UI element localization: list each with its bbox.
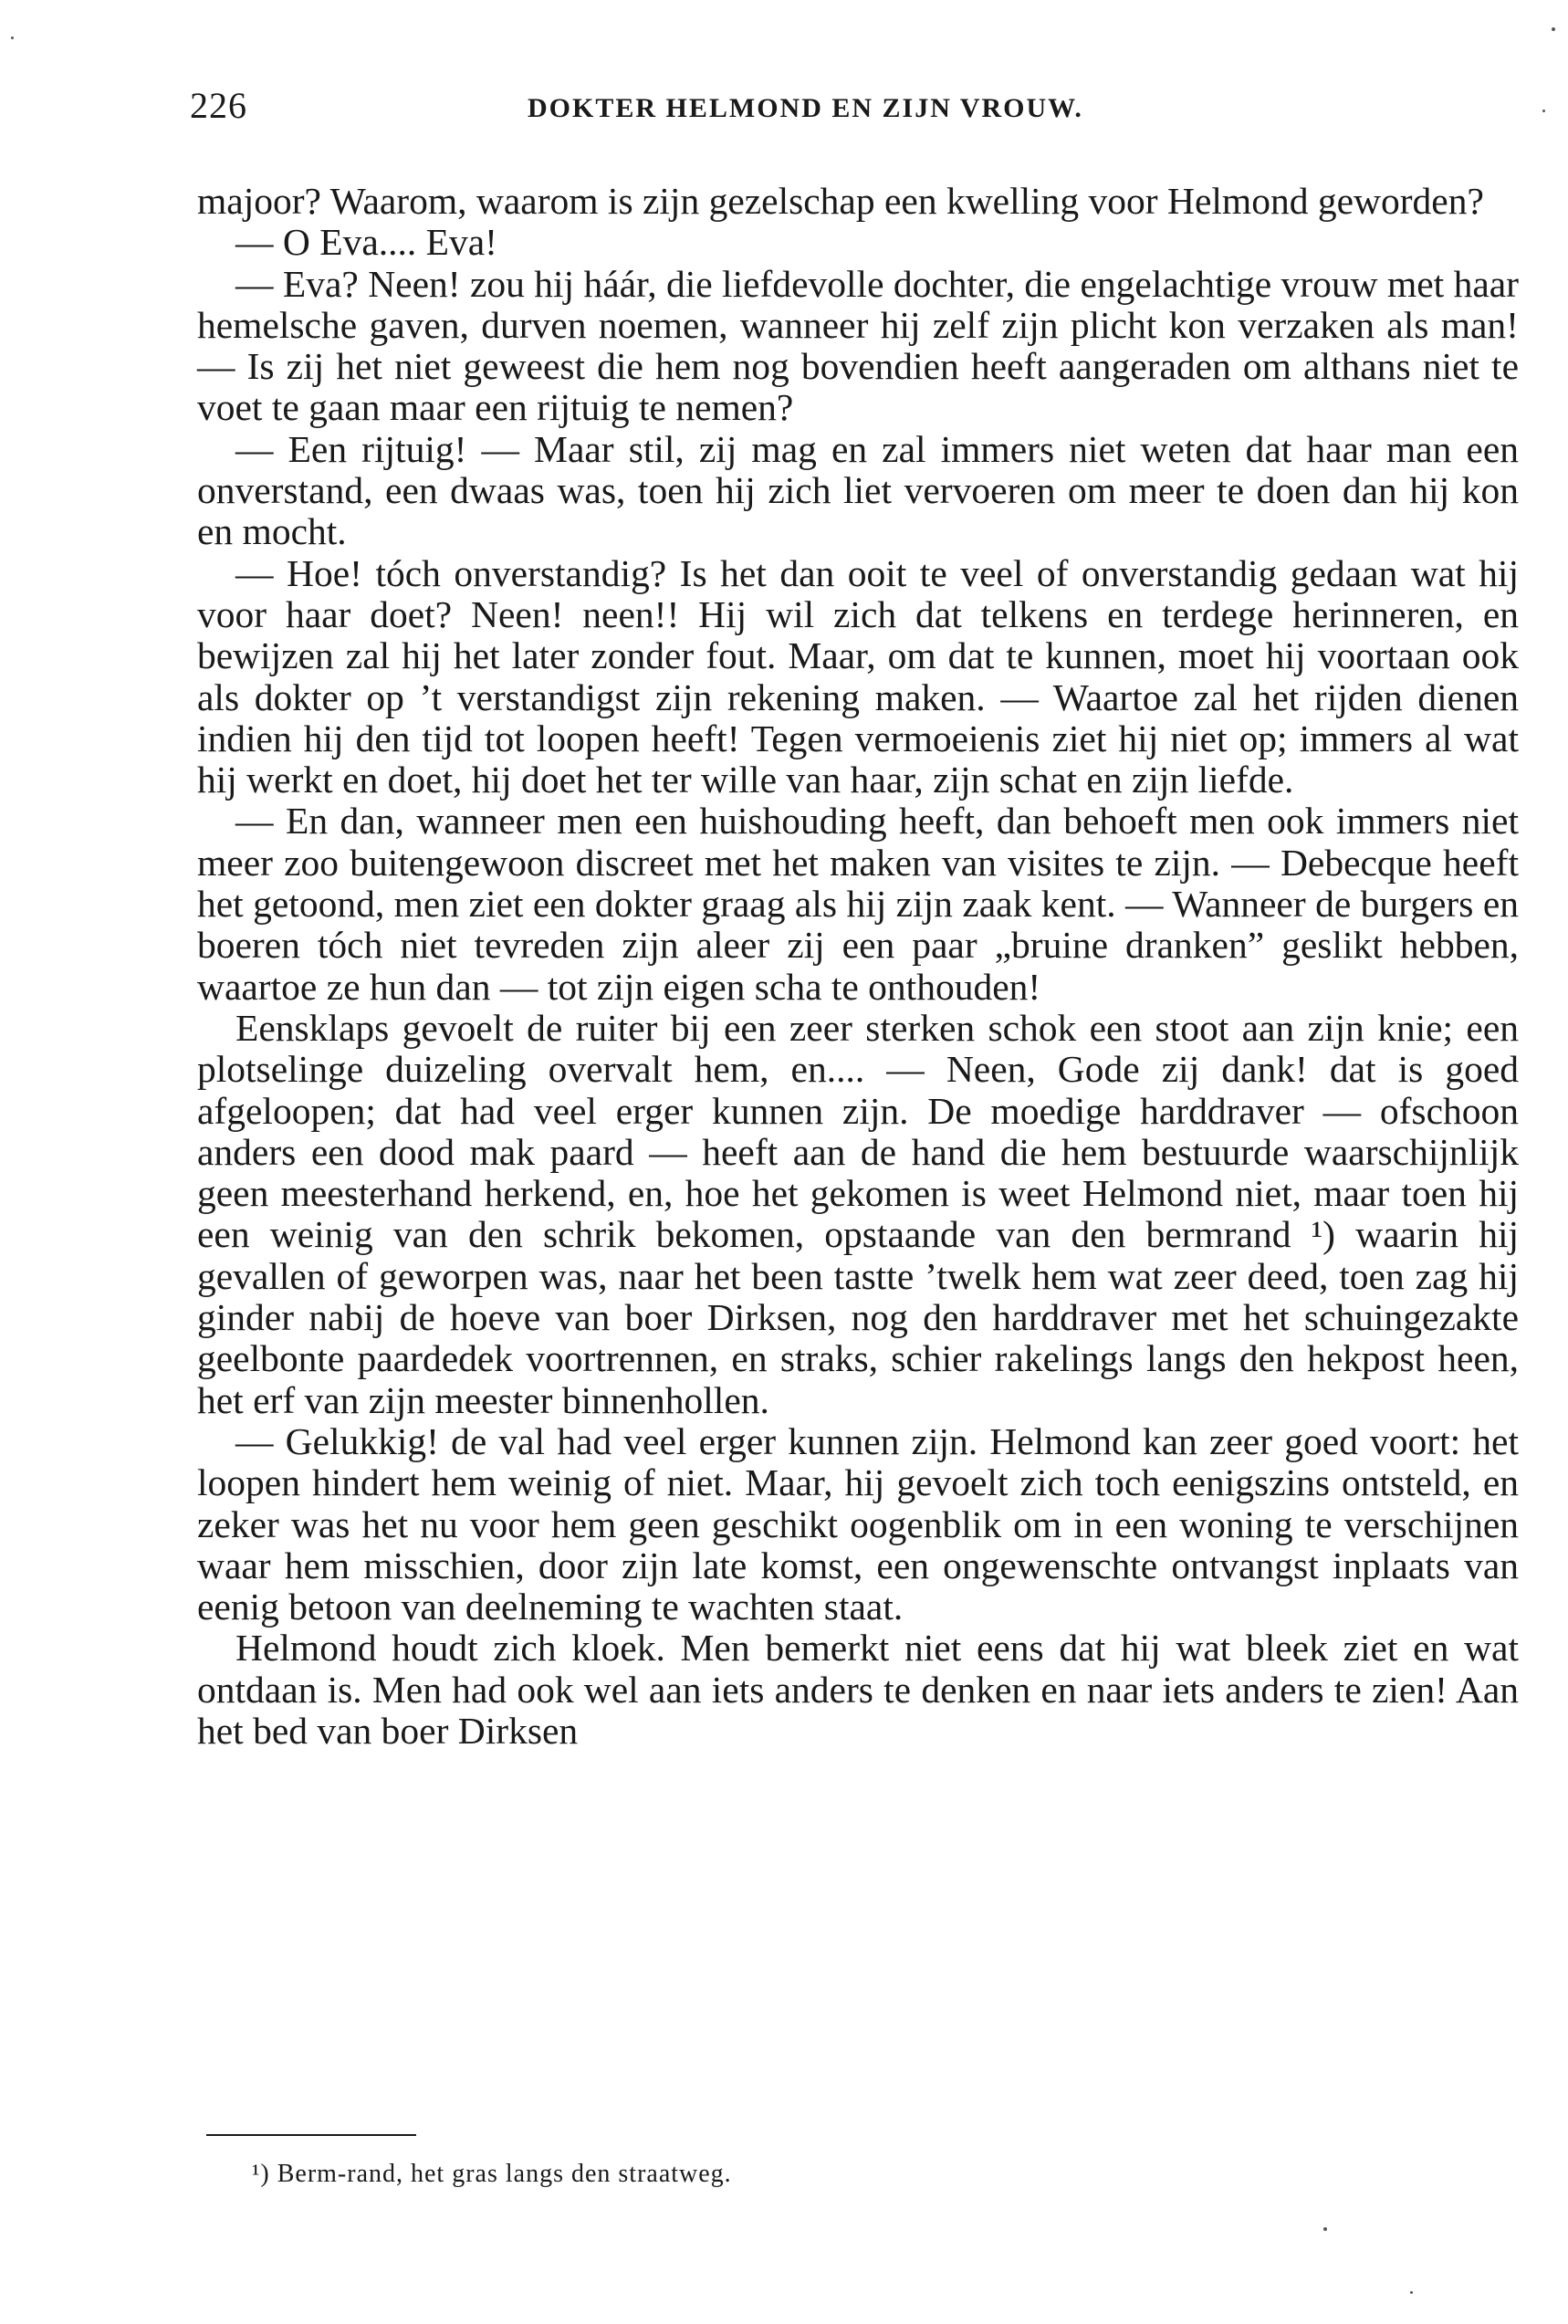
paragraph: Helmond houdt zich kloek. Men bemerkt niet eens dat hij wat bleek ziet en wat ontdaan is. Men had ook wel aan iets anders te denken en naar iets anders te zien! Aan het bed van boer Dirksen [197,1627,1519,1752]
scan-speck [1323,2227,1327,2231]
paragraph: — O Eva.... Eva! [235,221,497,264]
scan-speck [1410,2291,1413,2294]
page-number: 226 [190,85,247,126]
scan-speck [11,37,14,39]
paragraph: majoor? Waarom, waarom is zijn gezelschap een kwelling voor Helmond geworden? [197,180,1484,222]
scan-speck [1552,27,1555,31]
footnote-divider [206,2134,416,2136]
paragraph: Eensklaps gevoelt de ruiter bij een zeer sterken schok een stoot aan zijn knie; een plotselinge duizeling overvalt hem, en.... — Neen, Gode zij dank! dat is goed afgeloopen; dat had veel erger kunnen zijn. De moedige harddraver — ofschoon anders een dood mak paard — heeft aan de hand die hem bestuurde waarschijnlijk geen meesterhand herkend, en, hoe het gekomen is weet Helmond niet, maar toen hij een weinig van den schrik bekomen, opstaande van den bermrand ¹) waarin hij gevallen of geworpen was, naar het been tastte ’twelk hem wat zeer deed, toen zag hij ginder nabij de hoeve van boer Dirksen, nog den harddraver met het schuingezakte geelbonte paardedek voortrennen, en straks, schier rakelings langs den hekpost heen, het erf van zijn meester binnenhollen. [197,1006,1519,1421]
body-text [197,181,1519,1752]
scan-speck [1542,110,1545,112]
page-header [190,84,1541,139]
paragraph: — Eva? Neen! zou hij háár, die liefdevolle dochter, die engelachtige vrouw met haar hemelsche gaven, durven noemen, wanneer hij zelf zijn plicht kon verzaken als man! — Is zij het niet geweest die hem nog bovendien heeft aangeraden om althans niet te voet te gaan maar een rijtuig te nemen? [197,262,1519,429]
paragraph: — Gelukkig! de val had veel erger kunnen zijn. Helmond kan zeer goed voort: het loopen hindert hem weinig of niet. Maar, hij gevoelt zich toch eenigszins ontsteld, en zeker was het nu voor hem geen geschikt oogenblik om in een woning te verschijnen waar hem misschien, door zijn late komst, een ongewenschte ontvangst inplaats van eenig betoon van deelneming te wachten staat. [197,1419,1519,1628]
paragraph: — Een rijtuig! — Maar stil, zij mag en zal immers niet weten dat haar man een onverstand, een dwaas was, toen hij zich liet vervoeren om meer te doen dan hij kon en mocht. [197,427,1519,553]
paragraph: — En dan, wanneer men een huishouding heeft, dan behoeft men ook immers niet meer zoo buitengewoon discreet met het maken van visites te zijn. — Debecque heeft het getoond, men ziet een dokter graag als hij zijn zaak kent. — Wanneer de burgers en boeren tóch niet tevreden zijn aleer zij een paar „bruine dranken” geslikt hebben, waartoe ze hun dan — tot zijn eigen scha te onthouden! [197,800,1519,1008]
footnote: ¹) Berm-rand, het gras langs den straatweg. [252,2160,732,2188]
running-title: DOKTER HELMOND EN ZIJN VROUW. [528,93,1083,123]
paragraph: — Hoe! tóch onverstandig? Is het dan ooit te veel of onverstandig gedaan wat hij voor haar doet? Neen! neen!! Hij wil zich dat telkens en terdege herinneren, en bewijzen zal hij het later zonder fout. Maar, om dat te kunnen, moet hij voortaan ook als dokter op ’t verstandigst zijn rekening maken. — Waartoe zal het rijden dienen indien hij den tijd tot loopen heeft! Tegen vermoeienis ziet hij niet op; immers al wat hij werkt en doet, hij doet het ter wille van haar, zijn schat en zijn liefde. [197,551,1519,801]
